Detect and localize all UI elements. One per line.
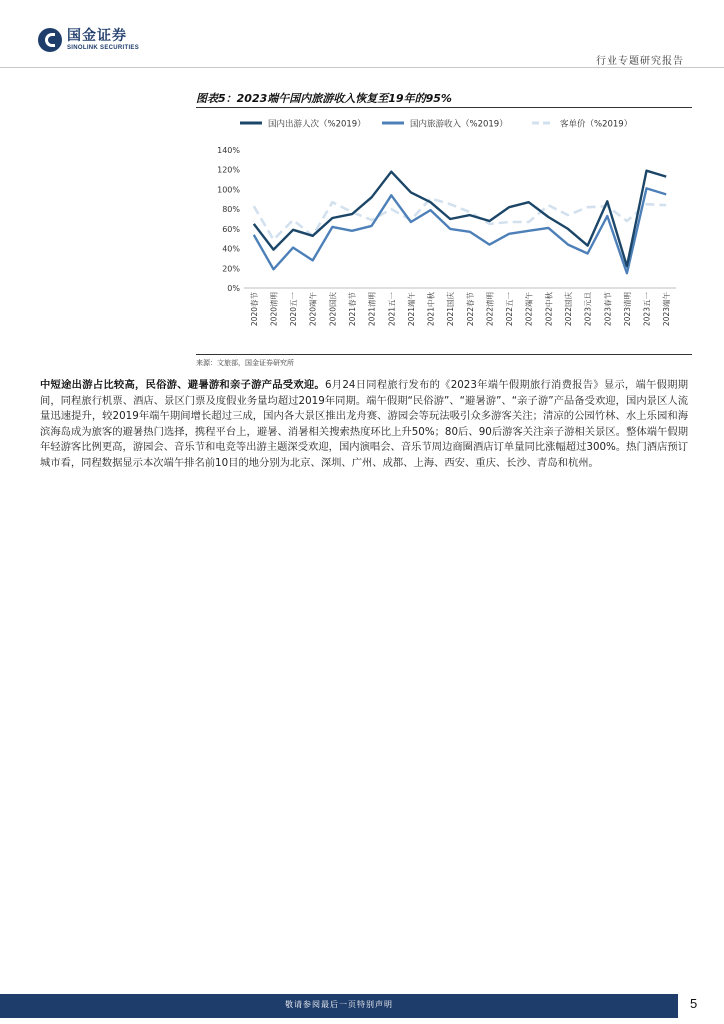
paragraph-lead: 中短途出游占比较高，民俗游、避暑游和亲子游产品受欢迎。 [40, 379, 325, 391]
y-tick-label: 80% [222, 205, 240, 215]
paragraph-text: 6月24日同程旅行发布的《2023年端午假期旅行消费报告》显示，端午假期期间，同程旅行机票、酒店、景区门票及度假业务量均超过2019年同期。端午假期“民俗游”、“避暑游”、“亲子游”产品备受欢迎，国内景区人流量迅速提升，较2019年端午期间增长超过三成，国内各大景区推出龙舟赛、游园会等玩法吸引众多游客关注；清凉的公园竹林、水上乐园和海滨海岛成为旅客的避暑热门选择，携程平台上，避暑、消暑相关搜索热度环比上升50%；80后、90后游客关注亲子游相关景区。整体端午假期年轻游客比例更高，游园会、音乐节和电竞等出游主题深受欢迎，国内演唱会、音乐节周边商圈酒店订单量同比涨幅超过300%。热门酒店预订城市看，同程数据显示本次端午排名前10目的地分别为北京、深圳、广州、成都、上海、西安、重庆、长沙、青岛和杭州。 [40, 379, 689, 469]
x-tick-label: 2020清明 [269, 292, 279, 327]
x-tick-label: 2021春节 [348, 292, 357, 327]
y-tick-label: 60% [222, 224, 240, 234]
chart-container [196, 110, 692, 350]
x-tick-label: 2020春节 [249, 292, 259, 327]
page-header [0, 0, 724, 70]
x-tick-label: 2021端午 [406, 292, 416, 327]
x-tick-label: 2022中秋 [544, 292, 554, 327]
x-tick-label: 2021五一 [387, 292, 397, 327]
y-tick-label: 20% [222, 264, 240, 274]
document-type: 行业专题研究报告 [596, 56, 684, 67]
footer-disclaimer: 敬请参阅最后一页特别声明 [285, 1000, 393, 1009]
series-line-1 [254, 171, 666, 267]
x-tick-label: 2023元旦 [583, 292, 593, 327]
x-tick-label: 2023春节 [603, 292, 613, 327]
x-tick-label: 2023五一 [642, 292, 652, 327]
source-rule [196, 354, 692, 355]
y-tick-label: 140% [217, 146, 240, 155]
legend-label: 国内旅游收入（%2019） [410, 119, 508, 130]
line-chart [196, 110, 692, 350]
x-tick-label: 2020端午 [308, 292, 318, 327]
x-tick-label: 2020五一 [289, 292, 299, 327]
x-tick-label: 2020国庆 [328, 292, 338, 327]
x-tick-label: 2022春节 [465, 292, 475, 327]
y-tick-label: 100% [217, 185, 240, 195]
header-divider [0, 67, 724, 68]
figure-title-rule [196, 107, 692, 108]
legend-label: 国内出游人次（%2019） [268, 119, 366, 130]
x-tick-label: 2021中秋 [426, 292, 436, 327]
x-tick-label: 2021国庆 [446, 292, 456, 327]
x-tick-label: 2022端午 [524, 292, 534, 327]
brand-name-cn: 国金证券 [67, 27, 127, 44]
x-tick-label: 2023端午 [662, 292, 672, 327]
brand-logo [38, 28, 139, 52]
legend-label: 客单价（%2019） [560, 119, 633, 130]
x-tick-label: 2023清明 [622, 292, 632, 327]
y-tick-label: 0% [227, 284, 240, 293]
brand-name-en: SINOLINK SECURITIES [67, 44, 140, 51]
logo-icon [38, 28, 62, 52]
figure-title: 图表5：2023端午国内旅游收入恢复至19年的95% [196, 92, 452, 105]
page-number: 5 [690, 996, 698, 1011]
series-line-2 [254, 188, 666, 273]
body-paragraph [40, 378, 688, 472]
x-tick-label: 2022清明 [485, 292, 495, 327]
x-tick-label: 2022五一 [505, 292, 515, 327]
y-tick-label: 120% [217, 165, 240, 175]
y-tick-label: 40% [222, 244, 240, 254]
x-tick-label: 2021清明 [367, 292, 377, 327]
x-tick-label: 2022国庆 [564, 292, 573, 327]
figure-source: 来源：文旅部，国金证券研究所 [196, 359, 294, 367]
